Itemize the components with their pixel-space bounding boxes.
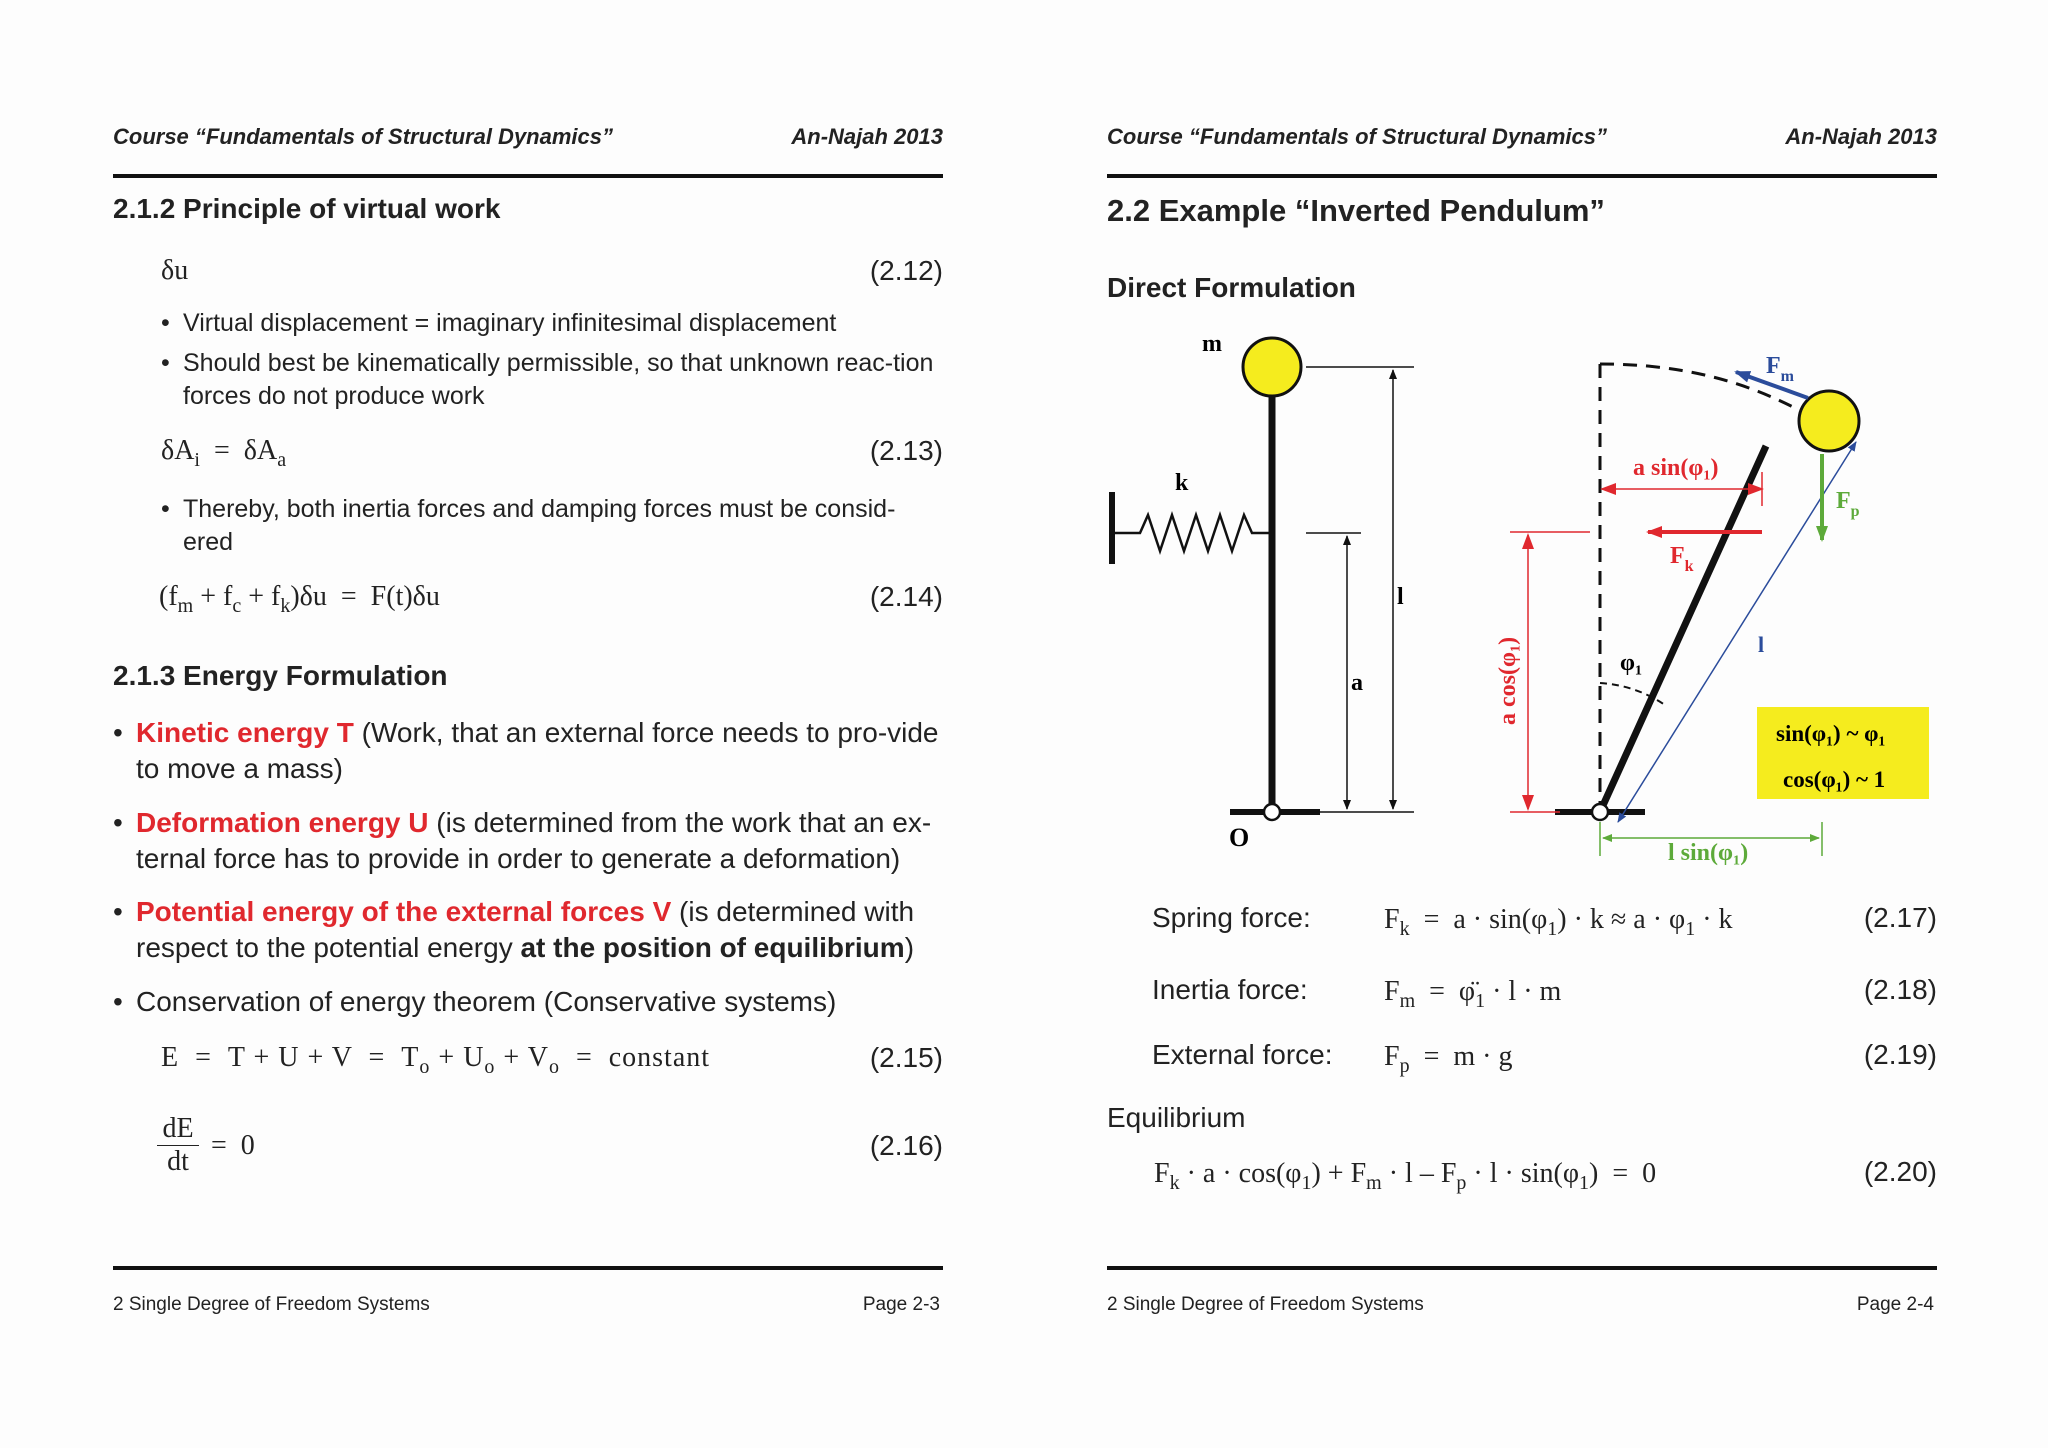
header-title: Course “Fundamentals of Structural Dynamics” xyxy=(1107,124,1607,149)
equation-number: (2.14) xyxy=(869,581,943,612)
equation-number: (2.12) xyxy=(869,255,943,286)
equation-number: (2.19) xyxy=(1863,1039,1937,1070)
equilibrium-label: Equilibrium xyxy=(1107,1102,1246,1133)
footer-chapter: 2 Single Degree of Freedom Systems xyxy=(1107,1294,1424,1315)
bullet-item: • Thereby, both inertia forces and damping forces must be consid-ered xyxy=(161,493,943,559)
equation-2-15: $E = T + U + V = T_o + U_o + V_o$ = constant xyxy=(161,1042,711,1078)
header-rule xyxy=(113,174,943,178)
term: Potential energy of the external forces V xyxy=(136,896,672,927)
term: Deformation energy U xyxy=(136,807,429,838)
inertia-force-label: Inertia force: xyxy=(1152,974,1308,1005)
page-header xyxy=(1107,124,1937,150)
label-fp-symbol: F xyxy=(1836,488,1851,514)
equation-number: (2.18) xyxy=(1863,974,1937,1005)
box-line-1: sin(φ₁) ~ φ₁ xyxy=(1776,721,1886,746)
equation-2-18: $F_m$ = $\varphï_1 \cdot l \cdot m$ xyxy=(1384,976,1562,1012)
box-line-2: cos(φ₁) ~ 1 xyxy=(1783,767,1886,792)
label-fp-subscript: p xyxy=(1850,503,1860,520)
header-rule xyxy=(1107,174,1937,178)
equation-2-20: $F_k \cdot a \cdot \cos(\varphi_1) + F_m \cdot l - F_p \cdot l \cdot \sin(\varphi_1) = 0$ xyxy=(1154,1158,1657,1194)
section-heading-2-1-3: 2.1.3 Energy Formulation xyxy=(113,660,448,691)
equation-number: (2.20) xyxy=(1863,1156,1937,1187)
equation-2-16-fraction: $\frac{dE}{dt}$ xyxy=(157,1113,199,1178)
page-number: Page 2-3 xyxy=(862,1294,940,1315)
external-force-label: External force: xyxy=(1152,1039,1333,1070)
bullet-item: • Virtual displacement = imaginary infinitesimal displacement xyxy=(161,307,943,340)
label-k: k xyxy=(1175,470,1189,496)
label-m: m xyxy=(1202,331,1222,357)
term: Kinetic energy T xyxy=(136,717,354,748)
vertical-pendulum xyxy=(1112,338,1414,820)
label-l: l xyxy=(1397,584,1404,610)
energy-bullet-conservation: • Conservation of energy theorem (Conservative systems) xyxy=(113,984,943,1020)
energy-bullet-potential xyxy=(113,894,943,966)
label-fk-symbol: F xyxy=(1670,543,1685,569)
footer-rule xyxy=(1107,1266,1937,1270)
page-footer xyxy=(1107,1294,1937,1316)
subheading-direct-formulation: Direct Formulation xyxy=(1107,272,1356,303)
label-fp xyxy=(1836,488,1860,520)
equation-2-13: $\delta A_i = \delta A_a$ xyxy=(161,435,287,471)
label-l-diagonal: l xyxy=(1758,632,1765,657)
label-fk xyxy=(1670,543,1694,575)
bullet-item: • Should best be kinematically permissible, so that unknown reac-tion forces do not produce work xyxy=(161,347,943,413)
energy-bullet-deformation xyxy=(113,805,943,877)
label-phi1: φ₁ xyxy=(1620,650,1643,676)
label-a-sin-phi: a sin(φ₁) xyxy=(1633,455,1719,481)
description: (is determined from the work that an ex-ternal force has to provide in order to generate a deformation) xyxy=(136,807,932,874)
label-origin: O xyxy=(1229,823,1250,852)
label-a-cos-phi: a cos(φ₁) xyxy=(1495,636,1521,725)
page-footer xyxy=(113,1294,943,1316)
page-header xyxy=(113,124,943,150)
equation-2-12: δu xyxy=(161,255,189,286)
header-title: Course “Fundamentals of Structural Dynamics” xyxy=(113,124,613,149)
description-bold: at the position of equilibrium xyxy=(520,932,905,963)
label-l-sin-phi: l sin(φ₁) xyxy=(1668,840,1749,866)
description: (Work, that an external force needs to pro-vide to move a mass) xyxy=(136,717,939,784)
right-page xyxy=(1107,0,1937,1448)
label-fk-subscript: k xyxy=(1684,558,1694,575)
equation-number: (2.17) xyxy=(1863,902,1937,933)
inverted-pendulum-figure xyxy=(1107,320,1937,880)
label-fm-symbol: F xyxy=(1766,353,1781,379)
equation-2-19: $F_p = m \cdot g$ xyxy=(1384,1041,1513,1077)
description: (is determined with respect to the potential energy xyxy=(136,896,915,963)
label-a: a xyxy=(1351,670,1363,696)
description: ) xyxy=(904,932,915,963)
label-fm xyxy=(1766,353,1795,385)
header-right: An-Najah 2013 xyxy=(791,124,943,149)
left-page xyxy=(113,0,943,1448)
equation-number: (2.15) xyxy=(869,1042,943,1073)
equation-2-17: $F_k = a \cdot \sin(\varphi_1) \cdot k \approx a \cdot \varphi_1 \cdot k$ xyxy=(1384,904,1733,940)
label-fm-subscript: m xyxy=(1780,368,1794,385)
section-heading-2-1-2: 2.1.2 Principle of virtual work xyxy=(113,193,501,224)
footer-chapter: 2 Single Degree of Freedom Systems xyxy=(113,1294,430,1315)
equation-number: (2.16) xyxy=(869,1130,943,1161)
energy-bullet-kinetic xyxy=(113,715,943,787)
footer-rule xyxy=(113,1266,943,1270)
section-heading-2-2: 2.2 Example “Inverted Pendulum” xyxy=(1107,193,1605,228)
header-right: An-Najah 2013 xyxy=(1785,124,1937,149)
small-angle-box xyxy=(1757,707,1929,799)
page-number: Page 2-4 xyxy=(1856,1294,1934,1315)
equation-2-16-rhs: = 0 xyxy=(211,1130,255,1161)
equation-2-14: $(f_m + f_c + f_k)\delta u = F(t)\delta u$ xyxy=(159,581,440,617)
spring-force-label: Spring force: xyxy=(1152,902,1311,933)
equation-number: (2.13) xyxy=(869,435,943,466)
